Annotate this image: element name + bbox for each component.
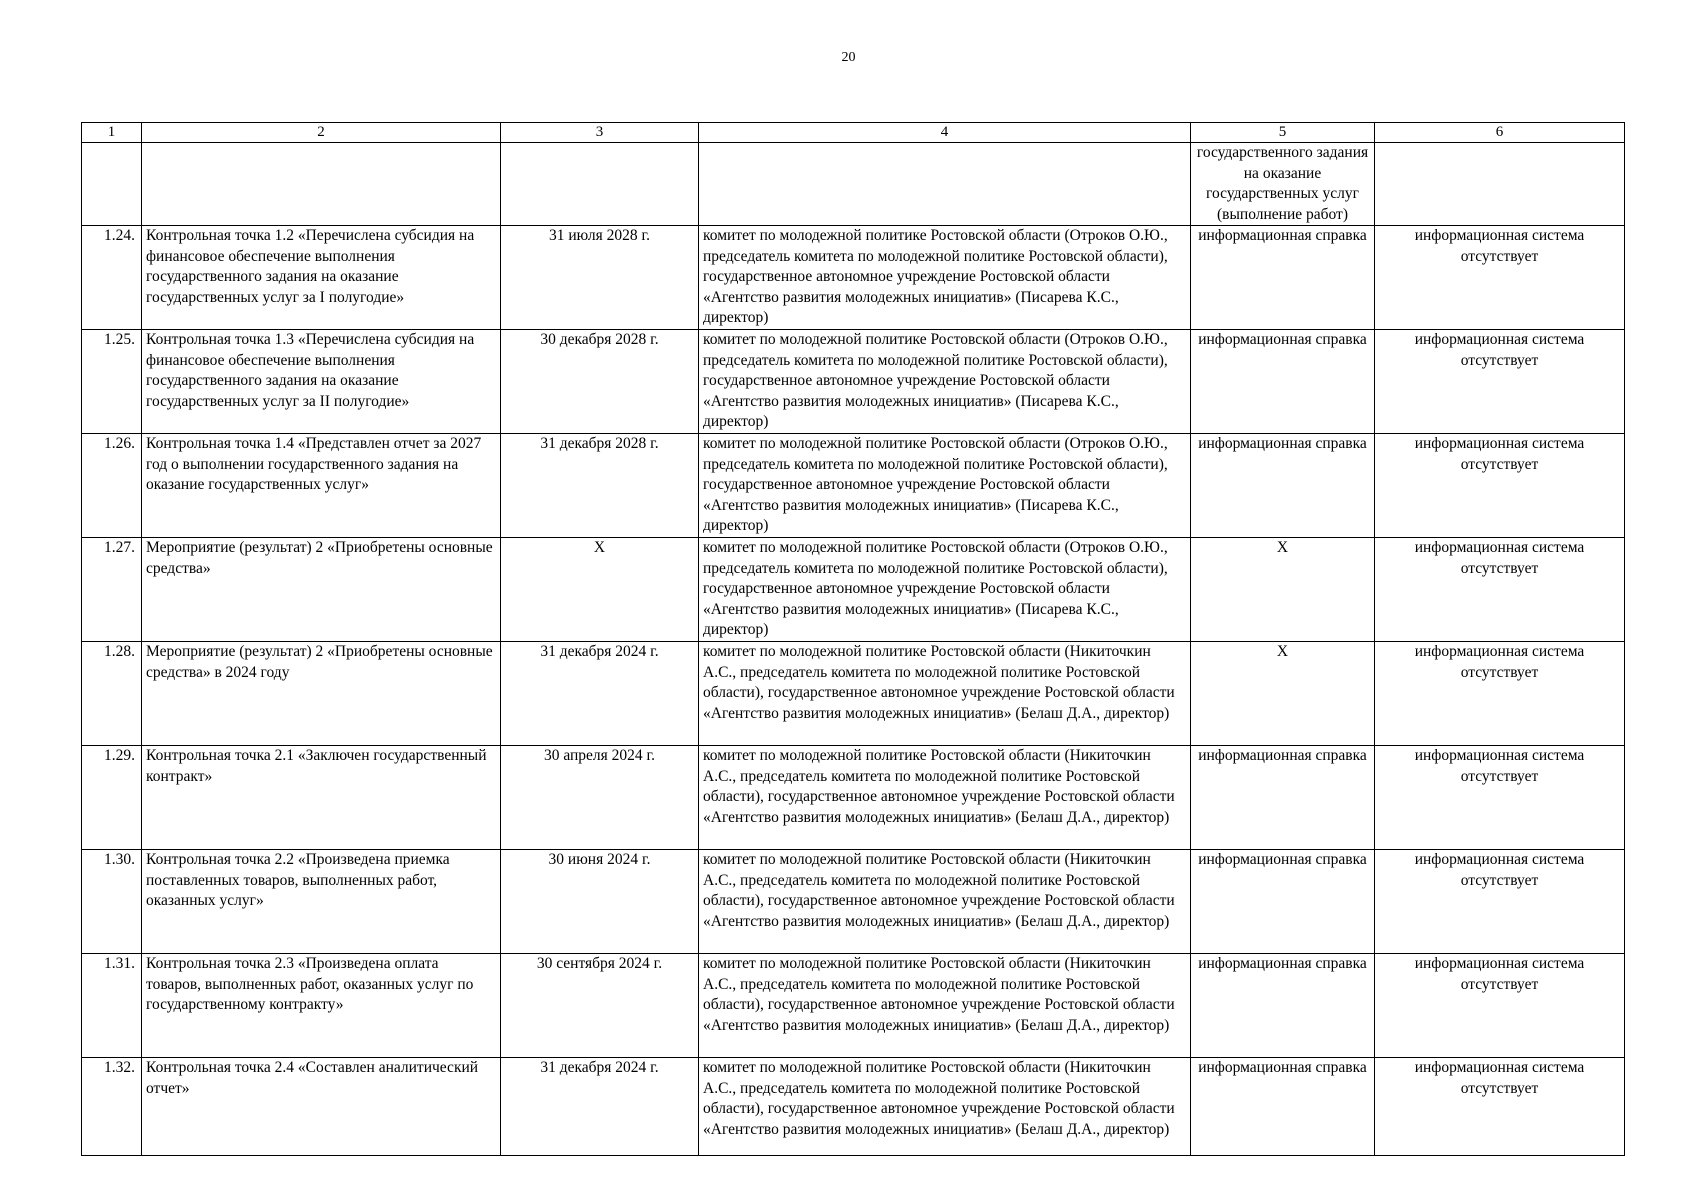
- table-cell-doc: информационная справка: [1191, 954, 1375, 1058]
- table-cell-doc: информационная справка: [1191, 850, 1375, 954]
- table-cell-date: 30 декабря 2028 г.: [501, 330, 699, 434]
- table-cell-number: 1.28.: [82, 642, 142, 746]
- table-cell-name: Контрольная точка 1.2 «Перечислена субсидия на финансовое обеспечение выполнения государственного задания на оказание государственных услуг за I полугодие»: [142, 226, 501, 330]
- table-cell-system: информационная система отсутствует: [1375, 954, 1625, 1058]
- column-header: 3: [501, 123, 699, 143]
- table-cell-responsible: комитет по молодежной политике Ростовской области (Отроков О.Ю., председатель комитета по молодежной политике Ростовской области), государственное автономное учреждение Ростовской области «Агентство развития молодежных инициатив» (Писарева К.С., директор): [699, 226, 1191, 330]
- table-cell-responsible: комитет по молодежной политике Ростовской области (Никиточкин А.С., председатель комитета по молодежной политике Ростовской области), государственное автономное учреждение Ростовской области «Агентство развития молодежных инициатив» (Белаш Д.А., директор): [699, 954, 1191, 1058]
- table-cell-responsible: комитет по молодежной политике Ростовской области (Отроков О.Ю., председатель комитета по молодежной политике Ростовской области), государственное автономное учреждение Ростовской области «Агентство развития молодежных инициатив» (Писарева К.С., директор): [699, 434, 1191, 538]
- table-cell-number: 1.32.: [82, 1058, 142, 1156]
- table-cell-number: 1.31.: [82, 954, 142, 1058]
- table-row: [82, 954, 1625, 1058]
- table-cell: [699, 143, 1191, 226]
- table-cell-name: Контрольная точка 1.3 «Перечислена субсидия на финансовое обеспечение выполнения государственного задания на оказание государственных услуг за II полугодие»: [142, 330, 501, 434]
- table-cell-responsible: комитет по молодежной политике Ростовской области (Никиточкин А.С., председатель комитета по молодежной политике Ростовской области), государственное автономное учреждение Ростовской области «Агентство развития молодежных инициатив» (Белаш Д.А., директор): [699, 642, 1191, 746]
- table-cell-system: информационная система отсутствует: [1375, 538, 1625, 642]
- table-cell-date: 31 декабря 2028 г.: [501, 434, 699, 538]
- table-cell-doc: информационная справка: [1191, 746, 1375, 850]
- table-cell-responsible: комитет по молодежной политике Ростовской области (Никиточкин А.С., председатель комитета по молодежной политике Ростовской области), государственное автономное учреждение Ростовской области «Агентство развития молодежных инициатив» (Белаш Д.А., директор): [699, 746, 1191, 850]
- table-cell-doc: X: [1191, 642, 1375, 746]
- table-cell: [142, 143, 501, 226]
- table-cell-system: информационная система отсутствует: [1375, 226, 1625, 330]
- table-cell-system: информационная система отсутствует: [1375, 850, 1625, 954]
- table-row: [82, 226, 1625, 330]
- table-cell-responsible: комитет по молодежной политике Ростовской области (Отроков О.Ю., председатель комитета по молодежной политике Ростовской области), государственное автономное учреждение Ростовской области «Агентство развития молодежных инициатив» (Писарева К.С., директор): [699, 330, 1191, 434]
- table-cell-name: Мероприятие (результат) 2 «Приобретены основные средства»: [142, 538, 501, 642]
- table-cell-name: Контрольная точка 2.4 «Составлен аналитический отчет»: [142, 1058, 501, 1156]
- table-cell-doc: информационная справка: [1191, 434, 1375, 538]
- table-row: [82, 850, 1625, 954]
- table-row: [82, 1058, 1625, 1156]
- table-cell-name: Мероприятие (результат) 2 «Приобретены основные средства» в 2024 году: [142, 642, 501, 746]
- plan-table: [81, 122, 1625, 1156]
- table-cell: [82, 143, 142, 226]
- table-cell-name: Контрольная точка 2.3 «Произведена оплата товаров, выполненных работ, оказанных услуг по государственному контракту»: [142, 954, 501, 1058]
- table-cell-doc: информационная справка: [1191, 226, 1375, 330]
- column-header: 6: [1375, 123, 1625, 143]
- table-cell-responsible: комитет по молодежной политике Ростовской области (Никиточкин А.С., председатель комитета по молодежной политике Ростовской области), государственное автономное учреждение Ростовской области «Агентство развития молодежных инициатив» (Белаш Д.А., директор): [699, 1058, 1191, 1156]
- table-cell-responsible: комитет по молодежной политике Ростовской области (Отроков О.Ю., председатель комитета по молодежной политике Ростовской области), государственное автономное учреждение Ростовской области «Агентство развития молодежных инициатив» (Писарева К.С., директор): [699, 538, 1191, 642]
- table-cell-system: информационная система отсутствует: [1375, 330, 1625, 434]
- table-cell: [1375, 143, 1625, 226]
- table-cell-date: X: [501, 538, 699, 642]
- table-cell-number: 1.25.: [82, 330, 142, 434]
- table-cell-date: 31 декабря 2024 г.: [501, 642, 699, 746]
- table-cell-doc: информационная справка: [1191, 330, 1375, 434]
- column-header: 4: [699, 123, 1191, 143]
- table-body: [82, 143, 1625, 1156]
- table-cell-doc: информационная справка: [1191, 1058, 1375, 1156]
- table-cell-name: Контрольная точка 2.2 «Произведена приемка поставленных товаров, выполненных работ, оказанных услуг»: [142, 850, 501, 954]
- table-cell-name: Контрольная точка 2.1 «Заключен государственный контракт»: [142, 746, 501, 850]
- table-row: [82, 330, 1625, 434]
- table-cell-system: информационная система отсутствует: [1375, 642, 1625, 746]
- table-cell-responsible: комитет по молодежной политике Ростовской области (Никиточкин А.С., председатель комитета по молодежной политике Ростовской области), государственное автономное учреждение Ростовской области «Агентство развития молодежных инициатив» (Белаш Д.А., директор): [699, 850, 1191, 954]
- page-number: 20: [841, 50, 856, 65]
- table-cell-name: Контрольная точка 1.4 «Представлен отчет за 2027 год о выполнении государственного задания на оказание государственных услуг»: [142, 434, 501, 538]
- column-header: 1: [82, 123, 142, 143]
- table-cell-system: информационная система отсутствует: [1375, 746, 1625, 850]
- table-cell-date: 30 сентября 2024 г.: [501, 954, 699, 1058]
- table-row: [82, 746, 1625, 850]
- table-cell-date: 31 июля 2028 г.: [501, 226, 699, 330]
- table-cell-system: информационная система отсутствует: [1375, 1058, 1625, 1156]
- table-header: [82, 123, 1625, 143]
- table-row-continuation: [82, 143, 1625, 226]
- column-header: 5: [1191, 123, 1375, 143]
- table-cell-number: 1.24.: [82, 226, 142, 330]
- table-cell-system: информационная система отсутствует: [1375, 434, 1625, 538]
- table-cell-number: 1.27.: [82, 538, 142, 642]
- table-cell-number: 1.29.: [82, 746, 142, 850]
- table-row: [82, 642, 1625, 746]
- table-cell-doc: X: [1191, 538, 1375, 642]
- table-row: [82, 538, 1625, 642]
- table-cell-date: 31 декабря 2024 г.: [501, 1058, 699, 1156]
- table-cell-doc: государственного задания на оказание государственных услуг (выполнение работ): [1191, 143, 1375, 226]
- table-cell-number: 1.26.: [82, 434, 142, 538]
- table-cell-date: 30 апреля 2024 г.: [501, 746, 699, 850]
- column-header: 2: [142, 123, 501, 143]
- table-cell-date: 30 июня 2024 г.: [501, 850, 699, 954]
- table-row: [82, 434, 1625, 538]
- table-cell: [501, 143, 699, 226]
- table-cell-number: 1.30.: [82, 850, 142, 954]
